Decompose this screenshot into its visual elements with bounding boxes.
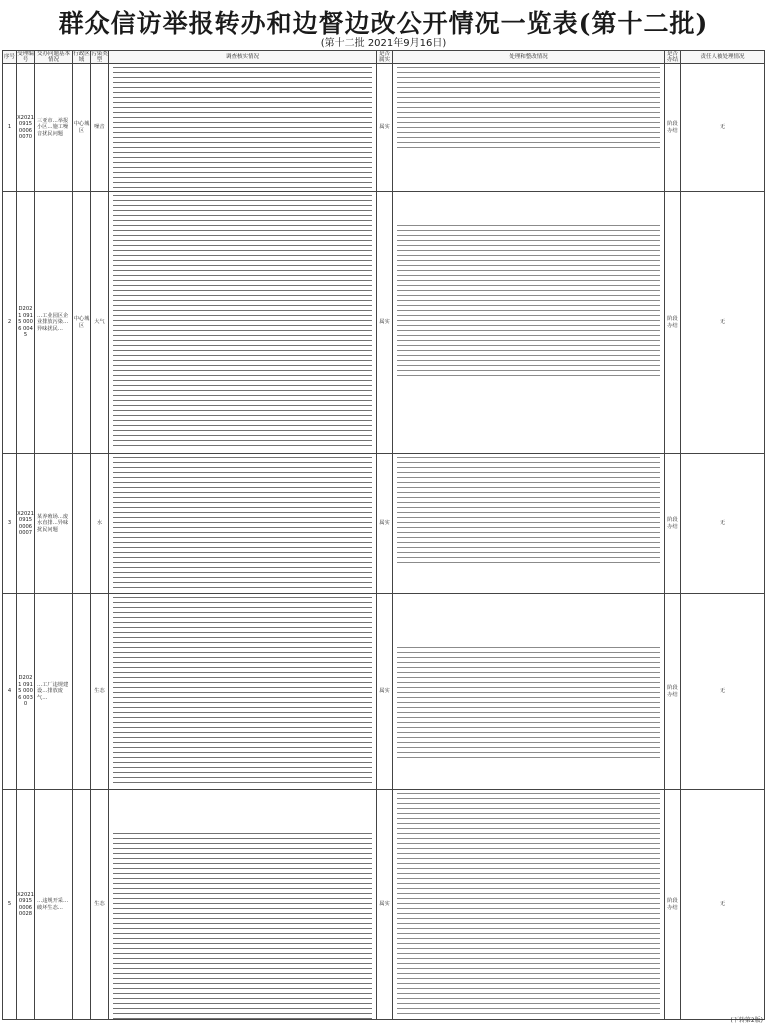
table-row (3, 790, 765, 1020)
complaint-table (2, 50, 765, 1020)
row-number: 1 (3, 64, 17, 192)
investigation-text-block (109, 790, 377, 1020)
district (73, 454, 91, 594)
handling-text-block (393, 594, 665, 790)
investigation-text-block (109, 64, 377, 192)
issue-summary: …违规开采…破坏生态… (35, 790, 73, 1020)
district (73, 790, 91, 1020)
dense-text-lines (397, 457, 660, 566)
table-header-row (3, 51, 765, 64)
penalty-status: 无 (681, 64, 765, 192)
page-title: 群众信访举报转办和边督边改公开情况一览表(第十二批) (58, 9, 709, 38)
dense-text-lines (397, 225, 660, 378)
dense-text-lines (113, 833, 372, 1020)
col-header: 是否办结 (665, 51, 681, 64)
issue-summary: …工厂违规建设…排放废气… (35, 594, 73, 790)
pollution-type: 大气 (91, 192, 109, 454)
col-header: 序号 (3, 51, 17, 64)
verified-status: 属实 (377, 790, 393, 1020)
continued-note: (下转第2版) (730, 1017, 763, 1024)
pollution-type: 噪音 (91, 64, 109, 192)
penalty-status: 无 (681, 192, 765, 454)
page-subtitle: (第十二批 2021年9月16日) (320, 38, 447, 49)
case-code: D2021 0915 0006 0045 (17, 192, 35, 454)
col-header: 交办问题基本情况 (35, 51, 73, 64)
pollution-type: 水 (91, 454, 109, 594)
case-code: X2021 0915 0006 0007 (17, 454, 35, 594)
case-code: X2021 0915 0006 0070 (17, 64, 35, 192)
investigation-text-block (109, 454, 377, 594)
verified-status: 属实 (377, 454, 393, 594)
district (73, 594, 91, 790)
dense-text-lines (113, 597, 372, 786)
district: 中心城区 (73, 192, 91, 454)
dense-text-lines (113, 457, 372, 590)
case-code: D2021 0915 0006 0030 (17, 594, 35, 790)
col-header: 调查核实情况 (109, 51, 377, 64)
row-number: 3 (3, 454, 17, 594)
handling-text-block (393, 64, 665, 192)
case-code: X2021 0915 0006 0028 (17, 790, 35, 1020)
closed-status: 阶段办结 (665, 192, 681, 454)
issue-summary: …工业园区企业排放污染…异味扰民… (35, 192, 73, 454)
penalty-status: 无 (681, 594, 765, 790)
dense-text-lines (397, 647, 660, 760)
dense-text-lines (113, 195, 372, 450)
col-header: 处理和整改情况 (393, 51, 665, 64)
issue-summary: 某养殖场…废水直排…异味扰民问题 (35, 454, 73, 594)
row-number: 5 (3, 790, 17, 1020)
dense-text-lines (397, 67, 660, 152)
penalty-status: 无 (681, 454, 765, 594)
closed-status: 阶段办结 (665, 790, 681, 1020)
district: 中心城区 (73, 64, 91, 192)
table-row (3, 454, 765, 594)
table-row (3, 594, 765, 790)
pollution-type: 生态 (91, 594, 109, 790)
handling-text-block (393, 790, 665, 1020)
verified-status: 属实 (377, 594, 393, 790)
investigation-text-block (109, 192, 377, 454)
row-number: 4 (3, 594, 17, 790)
col-header: 责任人被处理情况 (681, 51, 765, 64)
handling-text-block (393, 454, 665, 594)
penalty-status: 无 (681, 790, 765, 1020)
issue-summary: 三亚市…举报小区…施工噪音扰民问题 (35, 64, 73, 192)
dense-text-lines (397, 793, 660, 1016)
closed-status: 阶段办结 (665, 64, 681, 192)
dense-text-lines (113, 67, 372, 188)
table-row (3, 64, 765, 192)
pollution-type: 生态 (91, 790, 109, 1020)
row-number: 2 (3, 192, 17, 454)
verified-status: 属实 (377, 192, 393, 454)
closed-status: 阶段办结 (665, 594, 681, 790)
table-row (3, 192, 765, 454)
verified-status: 属实 (377, 64, 393, 192)
col-header: 是否属实 (377, 51, 393, 64)
closed-status: 阶段办结 (665, 454, 681, 594)
investigation-text-block (109, 594, 377, 790)
col-header: 行政区域 (73, 51, 90, 63)
col-header: 污染类型 (91, 51, 108, 63)
handling-text-block (393, 192, 665, 454)
col-header: 受理编号 (17, 51, 34, 63)
